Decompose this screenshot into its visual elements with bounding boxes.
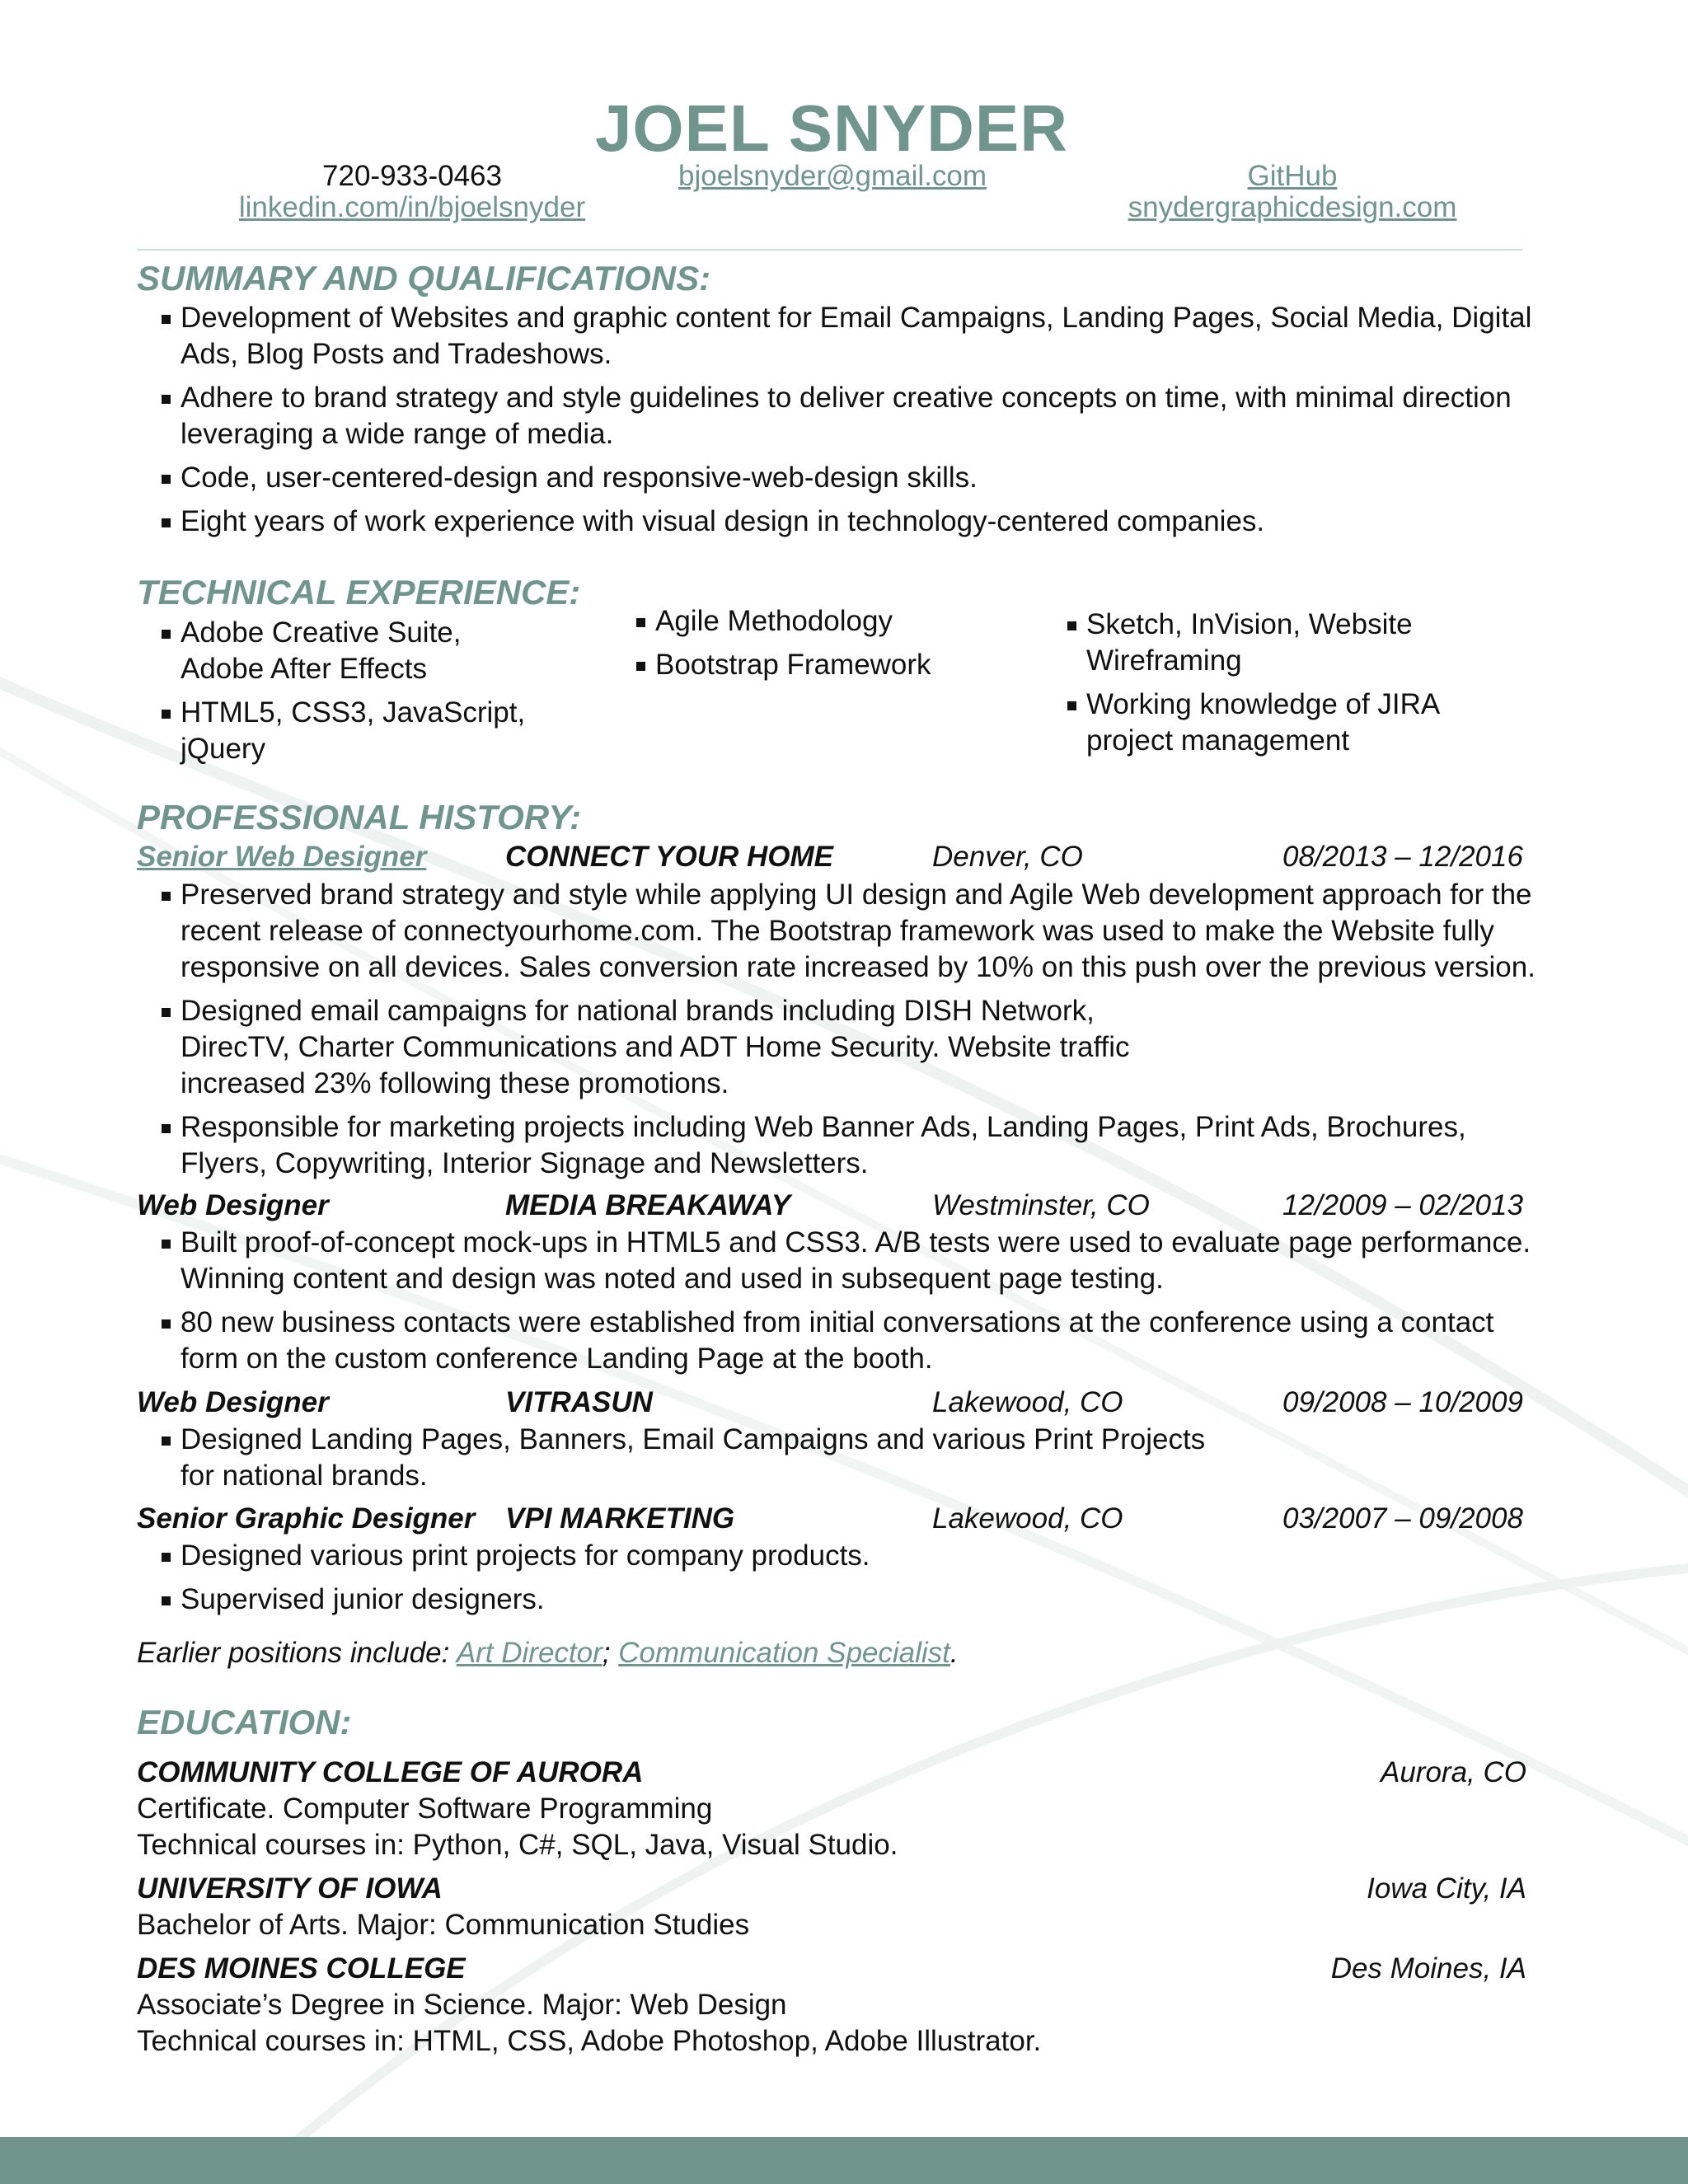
education-detail: Technical courses in: HTML, CSS, Adobe Photoshop, Adobe Illustrator.: [137, 2025, 1042, 2057]
header-divider: [137, 249, 1523, 251]
job-bullets: [137, 1225, 1554, 1385]
list-item: 80 new business contacts were established from initial conversations at the conference using a contact form on the custom conference Landing Page at the booth.: [137, 1305, 1554, 1377]
list-item: Preserved brand strategy and style while applying UI design and Agile Web development approach for the recent release of connectyourhome.com. The Bootstrap framework was used to make the Website fully responsive on all devices. Sales conversion rate increased by 10% on this push over the previous version.: [137, 877, 1554, 986]
technical-column-3: [1066, 607, 1461, 766]
footer-bar: [0, 2137, 1688, 2184]
education-detail: Certificate. Computer Software Programming: [137, 1793, 713, 1825]
list-item: Sketch, InVision, Website Wireframing: [1066, 607, 1461, 679]
list-item: Designed Landing Pages, Banners, Email Campaigns and various Print Projects for national brands.: [137, 1422, 1241, 1494]
job-bullets: [137, 877, 1554, 1189]
candidate-name: JOEL SNYDER: [594, 91, 1069, 165]
list-item: Agile Methodology: [635, 603, 997, 640]
list-item: Supervised junior designers.: [137, 1582, 1554, 1618]
phone-number: 720-933-0463: [322, 160, 502, 192]
earlier-positions-label: Earlier positions include:: [137, 1637, 457, 1669]
email-link[interactable]: bjoelsnyder@gmail.com: [678, 160, 987, 192]
summary-heading: SUMMARY AND QUALIFICATIONS:: [137, 259, 711, 298]
list-item: Working knowledge of JIRA project management: [1066, 687, 1461, 759]
education-detail: Technical courses in: Python, C#, SQL, Java, Visual Studio.: [137, 1829, 898, 1861]
school-location: Des Moines, IA: [1330, 1952, 1526, 1985]
separator: ;: [602, 1637, 619, 1669]
summary-list: [137, 300, 1546, 547]
school-name: DES MOINES COLLEGE: [137, 1952, 466, 1985]
list-item: Eight years of work experience with visual design in technology-centered companies.: [137, 504, 1546, 540]
company-name: CONNECT YOUR HOME: [505, 841, 833, 873]
job-title: Web Designer: [137, 1189, 329, 1221]
job-title: Web Designer: [137, 1386, 329, 1418]
list-item: Designed email campaigns for national brands including DISH Network, DirecTV, Charter Communications and ADT Home Security. Website traffic increased 23% following these promotions.: [137, 993, 1554, 1102]
company-name: MEDIA BREAKAWAY: [505, 1189, 791, 1221]
communication-specialist-link[interactable]: Communication Specialist: [618, 1637, 950, 1669]
list-item: Bootstrap Framework: [635, 647, 997, 683]
company-name: VPI MARKETING: [505, 1502, 735, 1535]
education-heading: EDUCATION:: [137, 1703, 352, 1741]
technical-heading: TECHNICAL EXPERIENCE:: [137, 573, 581, 612]
job-bullets: [137, 1538, 1554, 1625]
job-location: Lakewood, CO: [932, 1502, 1123, 1535]
job-title[interactable]: Senior Web Designer: [137, 841, 427, 873]
school-location: Aurora, CO: [1381, 1756, 1526, 1788]
job-location: Denver, CO: [932, 841, 1083, 873]
technical-column-2: [635, 603, 997, 691]
job-location: Lakewood, CO: [932, 1386, 1123, 1418]
list-item: Built proof-of-concept mock-ups in HTML5 and CSS3. A/B tests were used to evaluate page performance. Winning content and design was noted and used in subsequent page testing.: [137, 1225, 1554, 1297]
list-item: Adhere to brand strategy and style guidelines to deliver creative concepts on time, with minimal direction leveraging a wide range of media.: [137, 380, 1546, 452]
github-link[interactable]: GitHub: [1247, 160, 1338, 192]
art-director-link[interactable]: Art Director: [456, 1637, 603, 1669]
company-name: VITRASUN: [505, 1386, 653, 1418]
job-bullets: [137, 1422, 1241, 1502]
job-location: Westminster, CO: [932, 1189, 1150, 1221]
education-detail: Bachelor of Arts. Major: Communication Studies: [137, 1909, 750, 1941]
job-dates: 03/2007 – 09/2008: [1282, 1502, 1523, 1535]
history-heading: PROFESSIONAL HISTORY:: [137, 798, 582, 837]
earlier-positions: [137, 1637, 959, 1670]
list-item: Development of Websites and graphic content for Email Campaigns, Landing Pages, Social Media, Digital Ads, Blog Posts and Tradeshows.: [137, 300, 1546, 373]
period: .: [950, 1637, 959, 1669]
list-item: Code, user-centered-design and responsive-web-design skills.: [137, 460, 1546, 496]
list-item: Designed various print projects for company products.: [137, 1538, 1554, 1574]
linkedin-link[interactable]: linkedin.com/in/bjoelsnyder: [238, 191, 586, 223]
education-detail: Associate’s Degree in Science. Major: Web Design: [137, 1989, 787, 2021]
job-dates: 08/2013 – 12/2016: [1282, 841, 1523, 873]
job-title: Senior Graphic Designer: [137, 1502, 476, 1535]
technical-column-1: [137, 615, 532, 775]
school-name: UNIVERSITY OF IOWA: [137, 1872, 443, 1905]
list-item: HTML5, CSS3, JavaScript, jQuery: [137, 695, 532, 767]
job-dates: 12/2009 – 02/2013: [1282, 1189, 1523, 1221]
list-item: Responsible for marketing projects including Web Banner Ads, Landing Pages, Print Ads, Brochures, Flyers, Copywriting, Interior Signage and Newsletters.: [137, 1109, 1554, 1182]
school-name: COMMUNITY COLLEGE OF AURORA: [137, 1756, 644, 1788]
list-item: Adobe Creative Suite, Adobe After Effects: [137, 615, 532, 687]
website-link[interactable]: snydergraphicdesign.com: [1128, 191, 1457, 223]
job-dates: 09/2008 – 10/2009: [1282, 1386, 1523, 1418]
school-location: Iowa City, IA: [1367, 1872, 1526, 1905]
